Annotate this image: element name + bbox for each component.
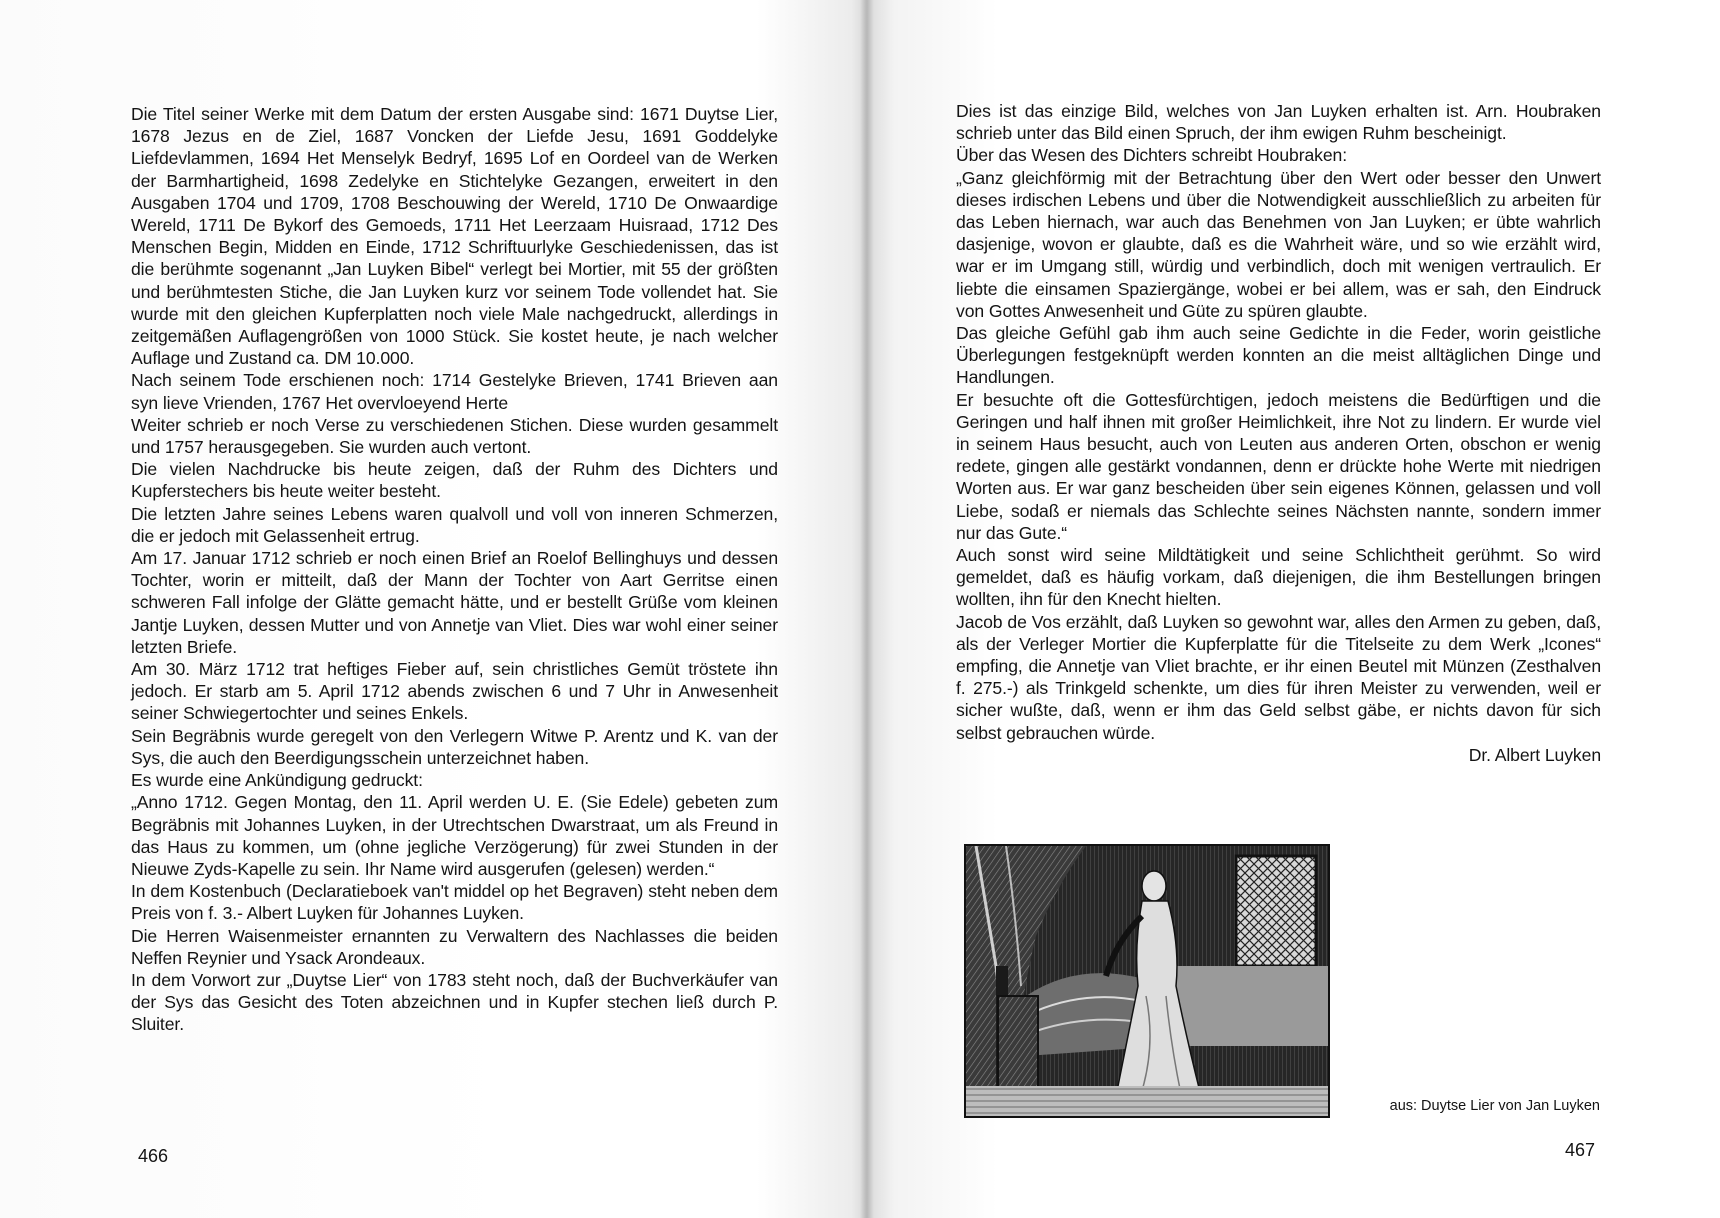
left-page-text [131, 103, 778, 1036]
paragraph: Die letzten Jahre seines Lebens waren qualvoll und voll von inneren Schmerzen, die er jedoch mit Gelassenheit ertrug. [131, 503, 778, 546]
author-signature: Dr. Albert Luyken [1468, 744, 1601, 765]
paragraph: Am 17. Januar 1712 schrieb er noch einen Brief an Roelof Bellinghuys und dessen Tochter, worin er mitteilt, daß der Mann der Tochter von Aart Gerritse einen schweren Fall infolge der Glätte gemacht hätte, und er bestellt Grüße vom kleinen Jantje Luyken, dessen Mutter und von Annetje van Vliet. Dies war wohl einer seiner letzten Briefe. [131, 548, 778, 657]
paragraph: Am 30. März 1712 trat heftiges Fieber auf, sein christliches Gemüt tröstete ihn jedoch. Er starb am 5. April 1712 abends zwischen 6 und 7 Uhr in Anwesenheit seiner Schwiegertochter und seines Enkels. [131, 659, 778, 724]
paragraph: Die Titel seiner Werke mit dem Datum der ersten Ausgabe sind: 1671 Duytse Lier, 1678 Jezus en de Ziel, 1687 Voncken der Liefde Jesu, 1691 Goddelyke Liefdevlammen, 1694 Het Menselyk Bedryf, 1695 Lof en Oordeel van de Werken der Barmhartigheid, 1698 Zedelyke en Stichtelyke Gezangen, erweitert in den Ausgaben 1704 und 1709, 1708 Beschouwing der Wereld, 1710 De Onwaardige Wereld, 1711 De Bykorf des Gemoeds, 1711 Het Leerzaam Huisraad, 1712 Des Menschen Begin, Midden en Einde, 1712 Schriftuurlyke Geschiedenissen, das ist die berühmte sogenannt „Jan Luyken Bibel“ verlegt bei Mortier, mit 55 der größten und berühmtesten Stiche, die Jan Luyken kurz vor seinem Tode vollendet hat. Sie wurde mit den gleichen Kupferplatten noch viele Male nachgedruckt, allerdings in zeitgemäßen Auflagengrößen von 1000 Stück. Sie kostet heute, je nach welcher Auflage und Zustand ca. DM 10.000. [131, 104, 778, 369]
paragraph: Dies ist das einzige Bild, welches von Jan Luyken erhalten ist. Arn. Houbraken schrieb unter das Bild einen Spruch, der ihm ewigen Ruhm bescheinigt. [956, 101, 1601, 144]
paragraph: Sein Begräbnis wurde geregelt von den Verlegern Witwe P. Arentz und K. van der Sys, die auch den Beerdigungsschein unterzeichnet haben. [131, 725, 778, 768]
paragraph: Er besuchte oft die Gottesfürchtigen, jedoch meistens die Bedürftigen und die Geringen und half ihnen mit großer Heimlichkeit, ihre Not zu lindern. Er wurde viel in seinem Haus besucht, auch von Leuten aus anderen Orten, obschon er wenig redete, gingen alle gestärkt vondannen, denn er drückte hohe Werte mit niedrigen Worten aus. Er war ganz bescheiden über sein eigenes Können, gelassen und voll Liebe, sodaß er niemals das Schlechte seines Nächsten nannte, sondern immer nur das Gute.“ [956, 389, 1601, 543]
paragraph: Nach seinem Tode erschienen noch: 1714 Gestelyke Brieven, 1741 Brieven aan syn lieve Vrienden, 1767 Het overvloeyend Herte [131, 370, 778, 413]
paragraph: Die Herren Waisenmeister ernannten zu Verwaltern des Nachlasses die beiden Neffen Reynier und Ysack Arondeaux. [131, 925, 778, 968]
engraving-illustration [964, 844, 1330, 1118]
page-number-right: 467 [1565, 1140, 1596, 1160]
paragraph: Weiter schrieb er noch Verse zu verschiedenen Stichen. Diese wurden gesammelt und 1757 herausgegeben. Sie wurden auch vertont. [131, 414, 778, 458]
paragraph: In dem Vorwort zur „Duytse Lier“ von 1783 steht noch, daß der Buchverkäufer van der Sys das Gesicht des Toten abzeichnen und in Kupfer stechen ließ durch P. Sluiter. [131, 969, 778, 1035]
illustration-caption: aus: Duytse Lier von Jan Luyken [1389, 1098, 1600, 1114]
page-number-left: 466 [138, 1146, 169, 1166]
book-gutter [860, 0, 874, 1218]
right-page [874, 0, 1720, 1218]
paragraph: In dem Kostenbuch (Declaratieboek van't middel op het Begraven) steht neben dem Preis von f. 3.- Albert Luyken für Johannes Luyken. [131, 881, 778, 924]
paragraph: Das gleiche Gefühl gab ihm auch seine Gedichte in die Feder, worin geistliche Überlegungen festgeknüpft werden konnten an die meist alltäglichen Dinge und Handlungen. [956, 323, 1601, 388]
right-page-text [956, 100, 1601, 766]
paragraph: Jacob de Vos erzählt, daß Luyken so gewohnt war, alles den Armen zu geben, daß, als der Verleger Mortier die Kupferplatte für die Titelseite zu dem Werk „Icones“ empfing, die Annetje van Vliet brachte, er ihr einen Beutel mit Münzen (Zesthalven f. 275.-) als Trinkgeld schenkte, um dies für ihren Meister zu verwenden, weil er sicher wußte, daß, wenn er ihm das Geld selbst gäbe, er nichts davon für sich selbst gebrauchen würde. [956, 611, 1601, 743]
quote-paragraph: „Anno 1712. Gegen Montag, den 11. April werden U. E. (Sie Edele) gebeten zum Begräbnis mit Johannes Luyken, in der Utrechtschen Dwarstraat, um als Freund in das Haus zu kommen, um (ohne jegliche Verzögerung) für zwei Stunden in der Nieuwe Zyds-Kapelle zu sein. Ihr Name wird ausgerufen (gelesen) werden.“ [131, 792, 778, 879]
paragraph: Es wurde eine Ankündigung gedruckt: [131, 770, 423, 791]
engraving-artwork [966, 846, 1328, 1116]
paragraph: Die vielen Nachdrucke bis heute zeigen, daß der Ruhm des Dichters und Kupferstechers bis heute weiter besteht. [131, 459, 778, 502]
quote-paragraph: „Ganz gleichförmig mit der Betrachtung über den Wert oder besser den Unwert dieses irdischen Lebens und über die Notwendigkeit ausschließlich zu arbeiten für das Leben hiernach, war auch das Benehmen von Jan Luyken; er übte wahrlich dasjenige, wovon er glaubte, daß es die Wahrheit wäre, und so wie erzählt wird, war er im Umgang still, würdig und verbindlich, doch mit wenigen vertraulich. Er liebte die einsamen Spaziergänge, wobei er bei allem, was er sah, den Eindruck von Gottes Anwesenheit und Güte zu spüren glaubte. [956, 167, 1601, 321]
paragraph: Über das Wesen des Dichters schreibt Houbraken: [956, 145, 1348, 166]
paragraph: Auch sonst wird seine Mildtätigkeit und seine Schlichtheit gerühmt. So wird gemeldet, daß es häufig vorkam, daß diejenigen, die ihm Bestellungen bringen wollten, ihn für den Knecht hielten. [956, 545, 1601, 610]
